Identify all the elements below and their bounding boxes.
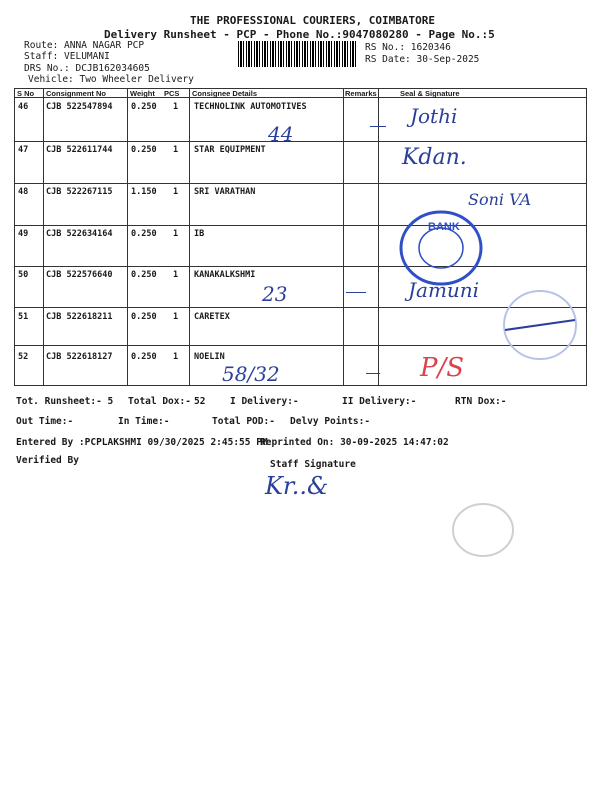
row-consignment: CJB 522618211 (46, 312, 113, 322)
col-weight: Weight (130, 89, 155, 98)
faded-stamp (500, 285, 580, 365)
total-dox-value: 52 (194, 396, 206, 407)
out-time: Out Time:- (16, 416, 74, 427)
handwritten-remark: 58/32 (222, 362, 280, 386)
delivery-points: Delvy Points:- (290, 416, 371, 427)
in-time: In Time:- (118, 416, 170, 427)
signature: Soni VA (468, 190, 532, 209)
row-consignee: KANAKALKSHMI (194, 270, 256, 280)
row-sno: 47 (18, 145, 29, 155)
row-sno: 49 (18, 229, 29, 239)
total-pod: Total POD:- (212, 416, 275, 427)
row-consignment: CJB 522547894 (46, 102, 113, 112)
row-weight: 0.250 (131, 270, 157, 280)
i-delivery: I Delivery:- (230, 396, 299, 407)
staff-signature: Kr..& (265, 472, 329, 500)
vehicle: Vehicle: Two Wheeler Delivery (28, 74, 194, 85)
row-consignment: CJB 522634164 (46, 229, 113, 239)
row-consignment: CJB 522618127 (46, 352, 113, 362)
row-pcs: 1 (173, 312, 179, 322)
stamp-text: BANK (428, 221, 460, 233)
row-pcs: 1 (173, 229, 179, 239)
reprinted-on: Reprinted On: 30-09-2025 14:47:02 (260, 437, 449, 448)
remark-dash (370, 126, 386, 127)
row-pcs: 1 (173, 145, 179, 155)
row-sno: 48 (18, 187, 29, 197)
company-name: THE PROFESSIONAL COURIERS, COIMBATORE (190, 14, 436, 27)
col-consignee: Consignee Details (192, 89, 258, 98)
route: Route: ANNA NAGAR PCP (24, 40, 145, 51)
total-runsheet: Tot. Runsheet:- 5 (16, 396, 114, 407)
row-consignee: SRI VARATHAN (194, 187, 256, 197)
col-sno: S No (17, 89, 35, 98)
remark-dash (346, 292, 366, 293)
signature: P/S (420, 353, 465, 383)
row-consignment: CJB 522576640 (46, 270, 113, 280)
row-pcs: 1 (173, 270, 179, 280)
remark-dash (366, 373, 380, 374)
row-sno: 51 (18, 312, 29, 322)
ii-delivery: II Delivery:- (342, 396, 417, 407)
signature: Kdan. (402, 145, 467, 170)
row-sno: 50 (18, 270, 29, 280)
staff: Staff: VELUMANI (24, 51, 110, 62)
col-pcs: PCS (164, 89, 180, 98)
staff-signature-label: Staff Signature (270, 459, 356, 470)
verified-by: Verified By (16, 455, 79, 466)
entered-by: Entered By :PCPLAKSHMI 09/30/2025 2:45:55 PM (16, 437, 268, 448)
row-consignee: TECHNOLINK AUTOMOTIVES (194, 102, 307, 112)
col-seal: Seal & Signature (400, 89, 460, 98)
row-weight: 0.250 (131, 145, 157, 155)
row-consignment: CJB 522611744 (46, 145, 113, 155)
row-consignee: STAR EQUIPMENT (194, 145, 266, 155)
row-weight: 0.250 (131, 312, 157, 322)
row-sno: 46 (18, 102, 29, 112)
row-weight: 0.250 (131, 352, 157, 362)
row-pcs: 1 (173, 102, 179, 112)
col-consignment: Consignment No (46, 89, 106, 98)
rtn-dox: RTN Dox:- (455, 396, 507, 407)
row-consignee: IB (194, 229, 205, 239)
handwritten-remark: 44 (268, 122, 294, 146)
signature: Jothi (410, 104, 458, 128)
row-consignee: NOELIN (194, 352, 225, 362)
signature: Jamuni (408, 278, 480, 302)
total-dox-label: Total Dox:- (128, 396, 191, 407)
runsheet-title: Delivery Runsheet - PCP - Phone No.:9047080280 - Page No.:5 (104, 28, 495, 41)
row-sno: 52 (18, 352, 29, 362)
bank-stamp (398, 208, 484, 288)
handwritten-remark: 23 (262, 282, 288, 306)
drs-number: DRS No.: DCJB162034605 (24, 63, 150, 74)
row-weight: 1.150 (131, 187, 157, 197)
row-weight: 0.250 (131, 102, 157, 112)
rs-date: RS Date: 30-Sep-2025 (365, 54, 480, 65)
col-remarks: Remarks (345, 89, 377, 98)
row-weight: 0.250 (131, 229, 157, 239)
rs-number: RS No.: 1620346 (365, 42, 451, 53)
row-consignee: CARETEX (194, 312, 230, 322)
barcode (238, 41, 358, 67)
faded-stamp (448, 500, 518, 560)
row-pcs: 1 (173, 187, 179, 197)
row-consignment: CJB 522267115 (46, 187, 113, 197)
row-pcs: 1 (173, 352, 179, 362)
